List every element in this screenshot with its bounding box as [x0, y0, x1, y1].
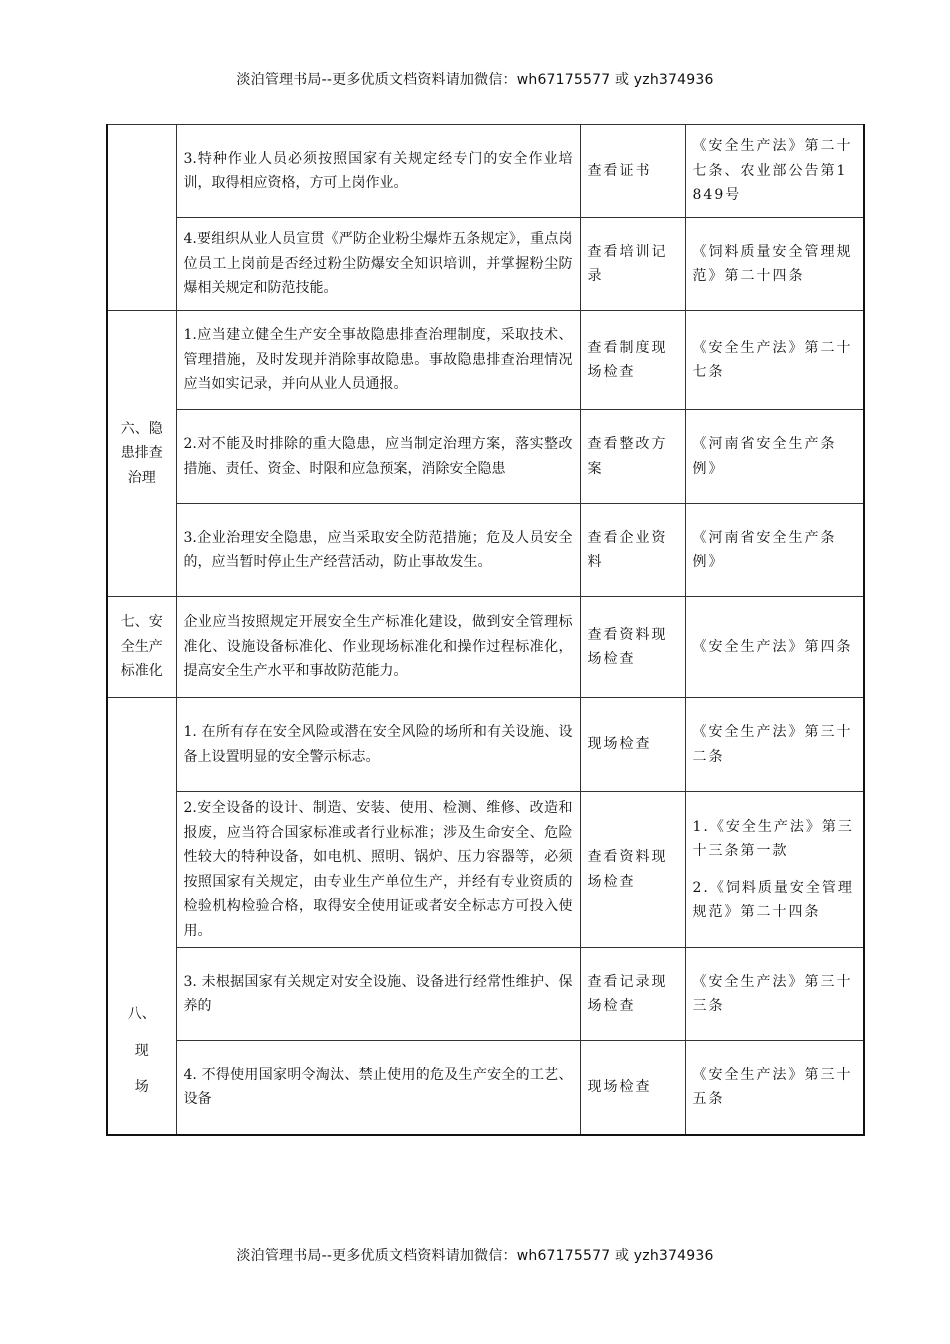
check-method: 查看制度现场检查 [580, 311, 685, 410]
legal-basis: 《饲料质量安全管理规范》第二十四条 [685, 218, 864, 311]
item-content: 1.应当建立健全生产安全事故隐患排查治理制度，采取技术、管理措施，及时发现并消除事故隐患。事故隐患排查治理情况应当如实记录，并向从业人员通报。 [176, 311, 580, 410]
item-content: 3.企业治理安全隐患，应当采取安全防范措施；危及人员安全的，应当暂时停止生产经营活动，防止事故发生。 [176, 504, 580, 597]
table-row [107, 948, 864, 1041]
section-title: 场 [134, 1079, 149, 1095]
item-content: 4.要组织从业人员宣贯《严防企业粉尘爆炸五条规定》，重点岗位员工上岗前是否经过粉尘防爆安全知识培训，并掌握粉尘防爆相关规定和防范技能。 [176, 218, 580, 311]
table-row [107, 125, 864, 218]
check-method: 查看整改方案 [580, 410, 685, 504]
legal-basis: 1.《安全生产法》第三十三条第一款 [692, 818, 854, 859]
check-method: 查看培训记录 [580, 218, 685, 311]
inspection-table [106, 124, 865, 1136]
item-content: 2.安全设备的设计、制造、安装、使用、检测、维修、改造和报废，应当符合国家标准或者行业标准；涉及生命安全、危险性较大的特种设备，如电机、照明、锅炉、压力容器等，必须按照国家有关规定，由专业生产单位生产，并经有专业资质的检验机构检验合格，取得安全使用证或者安全标志方可投入使用。 [176, 792, 580, 948]
section-title: 全生产 [120, 638, 163, 655]
legal-basis: 《安全生产法》第三十二条 [685, 698, 864, 792]
legal-basis: 《安全生产法》第四条 [685, 597, 864, 698]
section-title-cell [107, 698, 176, 1135]
legal-basis: 《安全生产法》第三十三条 [685, 948, 864, 1041]
check-method: 查看证书 [580, 125, 685, 218]
section-title: 现 [134, 1042, 149, 1059]
item-content: 3.特种作业人员必须按照国家有关规定经专门的安全作业培训，取得相应资格，方可上岗作业。 [176, 125, 580, 218]
legal-basis: 《河南省安全生产条例》 [685, 504, 864, 597]
legal-basis: 《安全生产法》第二十七条 [685, 311, 864, 410]
check-method: 查看企业资料 [580, 504, 685, 597]
table-row [107, 698, 864, 792]
item-content: 1. 在所有存在安全风险或潜在安全风险的场所和有关设施、设备上设置明显的安全警示标志。 [176, 698, 580, 792]
section-title: 七、安 [120, 614, 163, 631]
table-row [107, 1041, 864, 1135]
legal-basis: 2.《饲料质量安全管理规范》第二十四条 [692, 879, 854, 920]
legal-basis: 《河南省安全生产条例》 [685, 410, 864, 504]
table-row [107, 218, 864, 311]
check-method: 查看记录现场检查 [580, 948, 685, 1041]
page-footer: 淡泊管理书局--更多优质文档资料请加微信：wh67175577 或 yzh374936 [236, 1248, 714, 1264]
table-row [107, 792, 864, 948]
legal-basis: 《安全生产法》第二十七条、农业部公告第1849号 [685, 125, 864, 218]
section-title-cell [107, 311, 176, 597]
section-title: 六、隐 [120, 420, 163, 437]
table-row [107, 504, 864, 597]
check-method: 现场检查 [580, 698, 685, 792]
table-row [107, 410, 864, 504]
item-content: 2.对不能及时排除的重大隐患，应当制定治理方案，落实整改措施、责任、资金、时限和应急预案，消除安全隐患 [176, 410, 580, 504]
section-title-cell [107, 125, 176, 311]
table-row [107, 597, 864, 698]
section-title: 治理 [127, 469, 156, 486]
item-content: 3. 未根据国家有关规定对安全设施、设备进行经常性维护、保养的 [176, 948, 580, 1041]
page-header: 淡泊管理书局--更多优质文档资料请加微信：wh67175577 或 yzh374936 [236, 72, 714, 88]
item-content: 4. 不得使用国家明令淘汰、禁止使用的危及生产安全的工艺、设备 [176, 1041, 580, 1135]
table-row [107, 311, 864, 410]
section-title: 患排查 [120, 445, 163, 462]
check-method: 现场检查 [580, 1041, 685, 1135]
section-title: 标准化 [120, 663, 163, 680]
section-title-cell [107, 597, 176, 698]
legal-basis: 《安全生产法》第三十五条 [685, 1041, 864, 1135]
check-method: 查看资料现场检查 [580, 597, 685, 698]
section-title: 八、 [127, 1006, 156, 1022]
check-method: 查看资料现场检查 [580, 792, 685, 948]
item-content: 企业应当按照规定开展安全生产标准化建设，做到安全管理标准化、设施设备标准化、作业现场标准化和操作过程标准化，提高安全生产水平和事故防范能力。 [176, 597, 580, 698]
legal-basis-cell [685, 792, 864, 948]
